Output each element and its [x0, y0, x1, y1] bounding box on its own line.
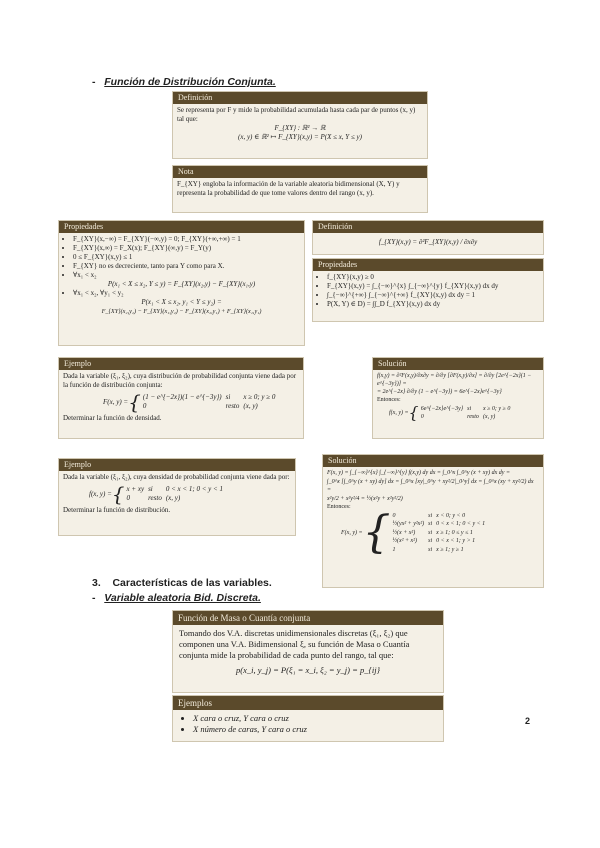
propiedad-item: • ∫_{−∞}^{+∞} ∫_{−∞}^{+∞} f_{XY}(x,y) dx dy = 1: [327, 291, 539, 300]
nota-text: F_{XY} engloba la información de la variable aleatoria bidimensional (X, Y) y representa la probabilidad de que tome valores dentro del rango (x, y).: [177, 180, 400, 197]
piece-cond-word: si: [225, 393, 231, 401]
masa-text: Tomando dos V.A. discretas unidimensionales discretas (ξ₁, ξ₂) que componen una V.A. Bidimensional ξ, su función de Masa o Cuantía conjunta mide la probabilidad de cada punto del rango, tal que:: [179, 628, 410, 660]
ejemplo-lhs: F(x, y) =: [103, 397, 129, 406]
ejemplo-ask: Determinar la función de distribución.: [63, 506, 171, 514]
piece-cond-word: si: [148, 485, 153, 493]
ejemplo-text: Dada la variable (ξ₁, ξ₂), cuya densidad de probabilidad conjunta viene dada por:: [63, 473, 290, 481]
definicion-formula-1: F_{XY} : ℝ² → ℝ: [274, 124, 326, 132]
heading-label: Variable aleatoria Bid. Discreta.: [104, 592, 261, 604]
propiedad-item: • F_{XY}(x,y) = ∫_{−∞}^{x} ∫_{−∞}^{y} f_{XY}(x,y) dx dy: [327, 282, 539, 291]
box-title: Definición: [173, 92, 427, 104]
piece-cond: x ≥ 1; 0 ≤ y ≤ 1: [436, 529, 473, 536]
heading-number: 3.: [92, 577, 101, 589]
propiedades-distribucion-box: [58, 220, 305, 346]
ejemplo-ask: Determinar la función de densidad.: [63, 414, 162, 422]
piece-expr: 1: [392, 546, 396, 553]
piece-expr: 6e^{−2x}e^{−3y}: [420, 406, 464, 412]
box-title: Ejemplos: [173, 696, 443, 710]
piecewise-table: [421, 405, 515, 421]
section-heading-discreta: [92, 592, 261, 604]
definicion-densidad-box: [312, 220, 544, 255]
piece-expr: 0: [142, 402, 147, 410]
ejemplo-item: • X cara o cruz, Y cara o cruz: [193, 713, 437, 724]
piece-expr: x + xy: [126, 485, 145, 493]
solucion-line: = 2e^{−2x} ∂/∂y (1 − e^{−3y}) = 6e^{−2x}e^{−3y}: [377, 389, 502, 395]
piece-expr: (1 − e^{−2x})(1 − e^{−3y}): [142, 393, 222, 401]
piece-expr: 0: [126, 494, 131, 502]
piece-cond: x < 0; y < 0: [436, 512, 466, 519]
ejemplo-item: • X número de caras, Y cara o cruz: [193, 724, 437, 735]
box-title: Ejemplo: [59, 358, 303, 370]
definicion-text: Se representa por F y mide la probabilidad acumulada hasta cada par de puntos (x, y) tal que:: [177, 106, 416, 123]
solucion-entonces: Entonces:: [377, 397, 401, 403]
piece-cond-word: si: [428, 546, 433, 553]
propiedad-item: • F_{XY} no es decreciente, tanto para Y como para X.: [73, 262, 300, 271]
piece-cond: 0 < x < 1; 0 < y < 1: [165, 485, 224, 493]
propiedad-item: • F_{XY}(x,−∞) = F_{XY}(−∞,y) = 0; F_{XY}(+∞,+∞) = 1: [73, 235, 300, 244]
box-title: Propiedades: [59, 221, 304, 233]
solucion-lhs: f(x, y) =: [389, 410, 409, 416]
definicion-box: [172, 91, 428, 159]
section-heading-caracteristicas: [92, 577, 272, 589]
solucion-line: F(x, y) = ∫_{−∞}^{x} ∫_{−∞}^{y} f(x,y) dy dx = ∫_0^x ∫_0^y (x + xy) dx dy =: [327, 470, 511, 476]
propiedad-item: • ∀x₁ < x₂: [73, 271, 300, 280]
piece-cond: (x, y): [243, 402, 258, 410]
box-title: Solución: [323, 455, 543, 467]
piece-cond: x ≥ 0; y ≥ 0: [482, 406, 511, 412]
piece-cond: (x, y): [482, 414, 496, 420]
box-title: Nota: [173, 166, 427, 178]
piece-cond-word: resto: [225, 402, 240, 410]
ejemplo-text: Dada la variable (ξ₁, ξ₂), cuya distribución de probabilidad conjunta viene dada por la función de distribución conjunta:: [63, 372, 297, 389]
piece-cond: x ≥ 0; y ≥ 0: [243, 393, 276, 401]
ejemplo-1-box: Ejemplo Dada la variable (ξ₁, ξ₂), cuya distribución de probabilidad conjunta viene dada por la función de distribución conjunta: F(x, y) = { (1 − e^{−2x})(1 − e^{−3y}) si x ≥ 0; y ≥ 0 0 resto (x, y) Determinar la función de densidad.: [58, 357, 304, 439]
solucion-line: ∫_0^x [∫_0^y (x + xy) dy] dx = ∫_0^x [xy|_0^y + xy²/2|_0^y] dx = ∫_0^x (xy + xy²/2) dx =: [327, 478, 534, 493]
solucion-entonces: Entonces:: [327, 504, 351, 510]
piece-cond-word: si: [428, 512, 433, 519]
solucion-1-box: Solución f(x,y) = ∂²F(x,y)/∂x∂y = ∂/∂y [∂F(x,y)/∂x] = ∂/∂y [2e^{−2x}(1 − e^{−3y})] = = 2e^{−2x} ∂/∂y (1 − e^{−3y}) = 6e^{−2x}e^{−3y} Entonces: f(x, y) = { 6e^{−2x}e^{−3y} si x ≥ 0; y ≥ 0 0 resto (x, y): [372, 357, 544, 439]
box-title: Solución: [373, 358, 543, 370]
box-title: Ejemplo: [59, 459, 295, 471]
box-title: Propiedades: [313, 259, 543, 271]
section-heading-distribucion: [92, 76, 276, 88]
masa-formula: p(x_i, y_j) = P(ξ₁ = x_i, ξ₂ = y_j) = p_{ij}: [236, 665, 380, 675]
propiedad-item: • P(X, Y) ∈ D) = ∫∫_D f_{XY}(x,y) dx dy: [327, 300, 539, 309]
piece-cond: 0 < x < 1; y > 1: [436, 538, 476, 544]
propiedad-formula-1: P(x₁ < X ≤ x₂, Y ≤ y) = F_{XY}(x₂,y) − F_{XY}(x₁,y): [107, 280, 256, 288]
propiedades-densidad-box: [312, 258, 544, 322]
heading-bullet: -: [92, 592, 96, 604]
propiedad-formula-2: P(x₁ < X ≤ x₂, y₁ < Y ≤ y₂) =: [141, 298, 222, 306]
ejemplo-2-box: Ejemplo Dada la variable (ξ₁, ξ₂), cuya densidad de probabilidad conjunta viene dada por: f(x, y) = { x + xy si 0 < x < 1; 0 < y < 1 0 resto (x, y) Determinar la función de distribución.: [58, 458, 296, 536]
propiedad-item: • ∀x₁ < x₂, ∀y₁ < y₂: [73, 289, 300, 298]
heading-label: Características de las variables.: [112, 577, 272, 589]
ejemplos-box: [172, 695, 444, 742]
piece-cond: x ≥ 1; y ≥ 1: [436, 546, 464, 553]
page-number: 2: [524, 716, 530, 726]
box-title: Definición: [313, 221, 543, 233]
ejemplo-lhs: f(x, y) =: [89, 489, 112, 498]
piece-cond: 0 < x < 1; 0 < y < 1: [436, 521, 486, 527]
piece-expr: 0: [392, 512, 396, 519]
piecewise-table: [127, 485, 228, 503]
piece-cond-word: resto: [148, 494, 162, 502]
piecewise-table: [393, 512, 490, 555]
heading-label: Función de Distribución Conjunta.: [104, 76, 276, 88]
piece-cond: (x, y): [165, 494, 181, 502]
piecewise-table: [143, 393, 279, 411]
piece-cond-word: si: [467, 406, 472, 412]
propiedad-formula-3: F_{XY}(x₂,y₂) − F_{XY}(x₁,y₂) − F_{XY}(x₂,y₁) + F_{XY}(x₁,y₁): [101, 308, 262, 315]
propiedad-item: • f_{XY}(x,y) ≥ 0: [327, 273, 539, 282]
piece-cond-word: resto: [467, 414, 479, 420]
piece-expr: ½(yx² + y²x²): [392, 521, 425, 527]
piece-expr: ½(x² + x²): [392, 538, 418, 544]
propiedad-item: • F_{XY}(x,∞) = F_X(x); F_{XY}(∞,y) = F_Y(y): [73, 244, 300, 253]
solucion-lhs: F(x, y) =: [341, 529, 363, 536]
solucion-line: f(x,y) = ∂²F(x,y)/∂x∂y = ∂/∂y [∂F(x,y)/∂x] = ∂/∂y [2e^{−2x}(1 − e^{−3y})] =: [377, 373, 532, 387]
densidad-formula: f_{XY}(x,y) = ∂²F_{XY}(x,y) / ∂x∂y: [378, 238, 478, 246]
piece-cond-word: si: [428, 529, 433, 536]
piece-expr: 0: [420, 414, 424, 420]
heading-bullet: -: [92, 76, 96, 88]
piece-cond-word: si: [428, 521, 433, 527]
nota-box: [172, 165, 428, 213]
funcion-masa-box: [172, 610, 444, 693]
box-title: Función de Masa o Cuantía conjunta: [173, 611, 443, 625]
piece-cond-word: si: [428, 538, 433, 544]
solucion-2-box: Solución F(x, y) = ∫_{−∞}^{x} ∫_{−∞}^{y} f(x,y) dy dx = ∫_0^x ∫_0^y (x + xy) dx dy = ∫_0^x [∫_0^y (x + xy) dy] dx = ∫_0^x [xy|_0^y + xy²/2|_0^y] dx = ∫_0^x (xy + xy²/2) dx = x²y/2 + x²y²/4 = ½(x²y + x²y²/2) Entonces: F(x, y) = { 0 si x < 0; y < 0 ½(yx² + y²x²) si 0 < x < 1; 0 < y < 1 ½(x + x²) si x ≥ 1; 0 ≤ y ≤ 1 ½(x² + x²) si 0 < x < 1; y > 1 1 si x ≥ 1; y ≥ 1: [322, 454, 544, 588]
piece-expr: ½(x + x²): [392, 529, 416, 536]
propiedad-item: • 0 ≤ F_{XY}(x,y) ≤ 1: [73, 253, 300, 262]
solucion-line: x²y/2 + x²y²/4 = ½(x²y + x²y²/2): [327, 495, 403, 502]
definicion-formula-2: (x, y) ∈ ℝ² ↦ F_{XY}(x,y) = P(X ≤ x, Y ≤ y): [238, 133, 362, 141]
